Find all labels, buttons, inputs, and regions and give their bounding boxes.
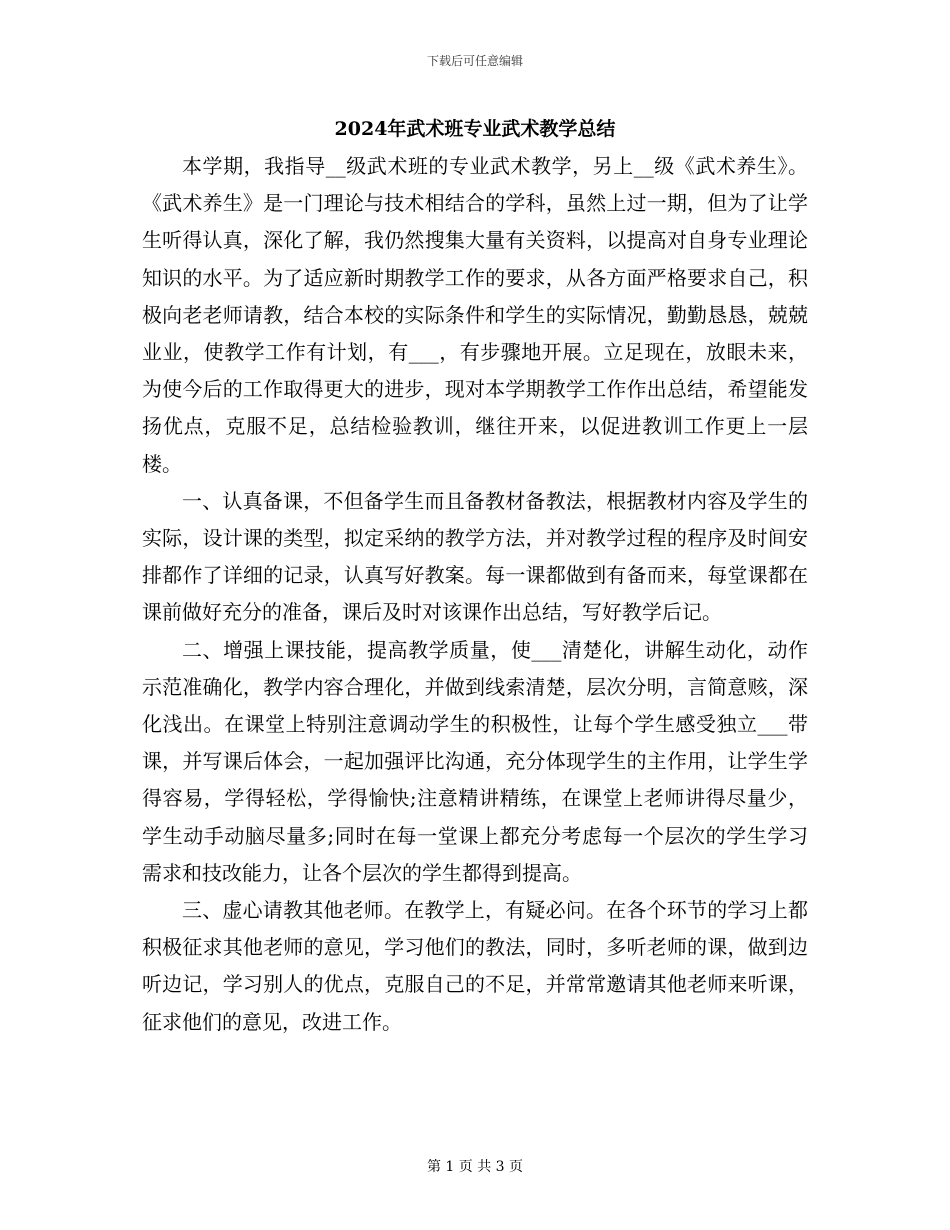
- paragraph-section-1: 一、认真备课，不但备学生而且备教材备教法，根据教材内容及学生的实际，设计课的类型，拟定采纳的教学方法，并对教学过程的程序及时间安排都作了详细的记录，认真写好教案。每一课都做到有备而来，每堂课都在课前做好充分的准备，课后及时对该课作出总结，写好教学后记。: [142, 488, 808, 625]
- document-title: 2024年武术班专业武术教学总结: [334, 118, 616, 140]
- header-note: 下载后可任意编辑: [426, 54, 523, 68]
- paragraph-section-3: 三、虚心请教其他老师。在教学上，有疑必问。在各个环节的学习上都积极征求其他老师的意见，学习他们的教法，同时，多听老师的课，做到边听边记，学习别人的优点，克服自己的不足，并常常邀请其他老师来听课，征求他们的意见，改进工作。: [142, 898, 808, 1034]
- document-body: [142, 148, 808, 1041]
- paragraph-intro: 本学期，我指导__级武术班的专业武术教学，另上__级《武术养生》。《武术养生》是一门理论与技术相结合的学科，虽然上过一期，但为了让学生听得认真，深化了解，我仍然搜集大量有关资料，以提高对自身专业理论知识的水平。为了适应新时期教学工作的要求，从各方面严格要求自己，积极向老老师请教，结合本校的实际条件和学生的实际情况，勤勤恳恳，兢兢业业，使教学工作有计划，有___，有步骤地开展。立足现在，放眼未来，为使今后的工作取得更大的进步，现对本学期教学工作作出总结，希望能发扬优点，克服不足，总结检验教训，继往开来，以促进教训工作更上一层楼。: [142, 154, 808, 476]
- paragraph-section-2: 二、增强上课技能，提高教学质量，使___清楚化，讲解生动化，动作示范准确化，教学内容合理化，并做到线索清楚，层次分明，言简意赅，深化浅出。在课堂上特别注意调动学生的积极性，让每个学生感受独立___带课，并写课后体会，一起加强评比沟通，充分体现学生的主作用，让学生学得容易，学得轻松，学得愉快;注意精讲精练，在课堂上老师讲得尽量少，学生动手动脑尽量多;同时在每一堂课上都充分考虑每一个层次的学生学习需求和技改能力，让各个层次的学生都得到提高。: [142, 637, 808, 885]
- page-number: 第 1 页 共 3 页: [426, 1159, 524, 1175]
